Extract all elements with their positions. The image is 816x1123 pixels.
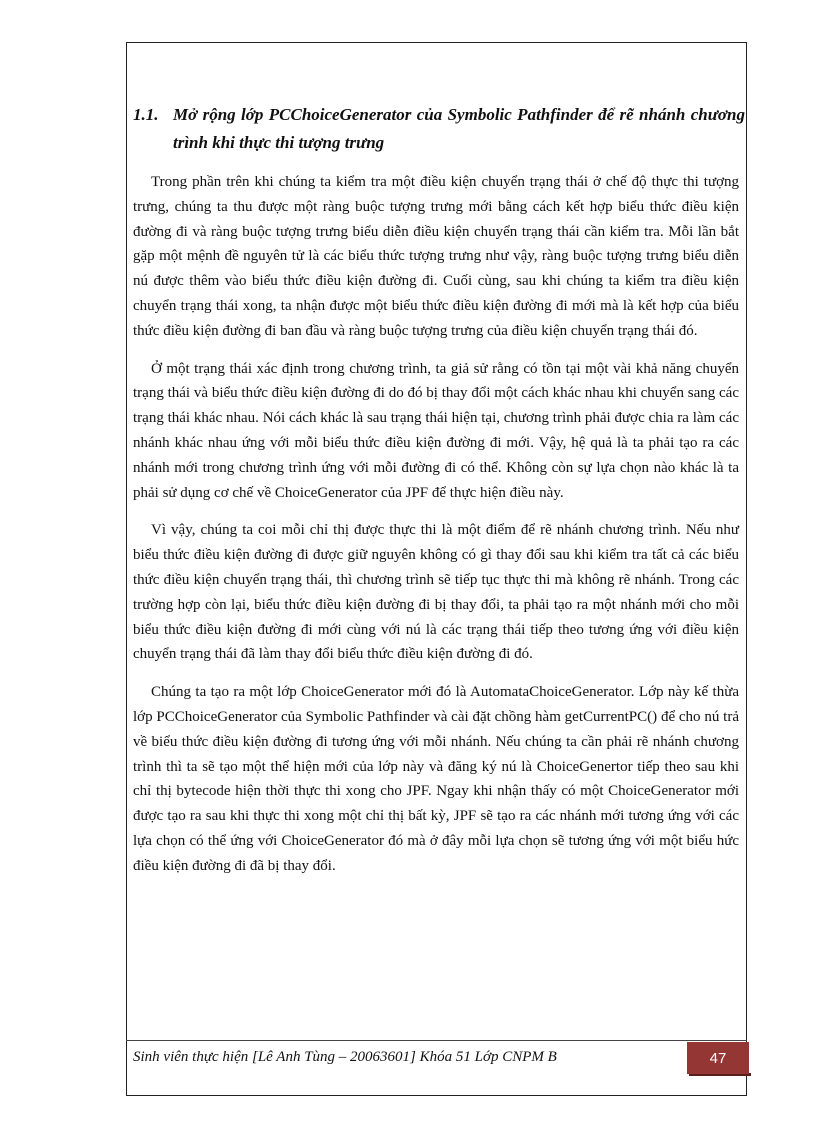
footer-author: Sinh viên thực hiện [Lê Anh Tùng – 20063601] Khóa 51 Lớp CNPM B	[133, 1049, 557, 1065]
section-title: Mở rộng lớp PCChoiceGenerator của Symbolic Pathfinder để rẽ nhánh chương trình khi thực thi tượng trưng	[173, 105, 745, 152]
paragraph-3: Vì vậy, chúng ta coi mỗi chỉ thị được thực thi là một điểm để rẽ nhánh chương trình. Nếu như biểu thức điều kiện đường đi được giữ nguyên không có gì thay đổi sau khi kiểm tra tất cả các biểu thức điều kiện chuyển trạng thái, thì chương trình sẽ tiếp tục thực thi mà không rẽ nhánh. Trong các trường hợp còn lại, biểu thức điều kiện đường đi bị thay đổi, ta phải tạo ra một nhánh mới cho mỗi biểu thức điều kiện đường đi mới cùng với nú là các trạng thái tiếp theo tương ứng với điều kiện chuyển trạng thái đã làm thay đổi biểu thức điều kiện đường đi đó.	[133, 522, 739, 663]
footer-divider	[126, 1040, 747, 1041]
page-number-badge	[687, 1042, 749, 1074]
body-text	[133, 170, 739, 892]
paragraph-1: Trong phần trên khi chúng ta kiểm tra một điều kiện chuyển trạng thái ở chế độ thực thi tượng trưng, chúng ta thu được một ràng buộc tượng trưng mới bằng cách kết hợp biểu thức điều kiện đường đi và ràng buộc tượng trưng biểu diễn điều kiện chuyển trạng thái cần kiểm tra. Mỗi lần bắt gặp một mệnh đề nguyên tử là các biểu thức tượng trưng như vậy, ràng buộc tượng trưng biểu diễn nú được thêm vào biểu thức điều kiện đường đi. Cuối cùng, sau khi chúng ta kiểm tra điều kiện chuyển trạng thái xong, ta nhận được một biểu thức điều kiện đường đi mới mà là kết hợp của biểu thức điều kiện đường đi ban đầu và ràng buộc tượng trưng của điều kiện chuyển trạng thái đó.	[133, 174, 739, 339]
page-number: 47	[709, 1049, 727, 1067]
section-number: 1.1.	[133, 105, 159, 124]
section-heading	[133, 101, 745, 157]
paragraph-2: Ở một trạng thái xác định trong chương trình, ta giả sử rằng có tồn tại một vài khả năng chuyển trạng thái và biểu thức điều kiện đường đi do đó bị thay đổi một cách khác nhau khi chuyển sang các trạng thái khác nhau. Nói cách khác là sau trạng thái hiện tại, chương trình phải được chia ra làm các nhánh khác nhau ứng với mỗi biểu thức điều kiện đường đi mới. Vậy, hệ quả là ta phải tạo ra các nhánh mới trong chương trình ứng với mỗi đường đi có thể. Không còn sự lựa chọn nào khác là ta phải sử dụng cơ chế về ChoiceGenerator của JPF để thực hiện điều này.	[133, 360, 739, 501]
paragraph-4: Chúng ta tạo ra một lớp ChoiceGenerator mới đó là AutomataChoiceGenerator. Lớp này kế thừa lớp PCChoiceGenerator của Symbolic Pathfinder và cài đặt chồng hàm getCurrentPC() để cho nú trả về biểu thức điều kiện đường đi tương ứng với mỗi nhánh. Nếu chúng ta cần phải rẽ nhánh chương trình thì ta sẽ tạo một thể hiện mới của lớp này và đăng ký nú là ChoiceGenertor tiếp theo sau khi chỉ thị bytecode hiện thời thực thi xong cho JPF. Ngay khi nhận thấy có một ChoiceGenerator mới được tạo ra sau khi thực thi xong một chỉ thị bất kỳ, JPF sẽ tạo ra các nhánh mới tương ứng với các lựa chọn có thể ứng với ChoiceGenerator đó mà ở đây mỗi lựa chọn sẽ tương ứng với một biểu hức điều kiện đường đi đã bị thay đổi.	[133, 684, 739, 874]
